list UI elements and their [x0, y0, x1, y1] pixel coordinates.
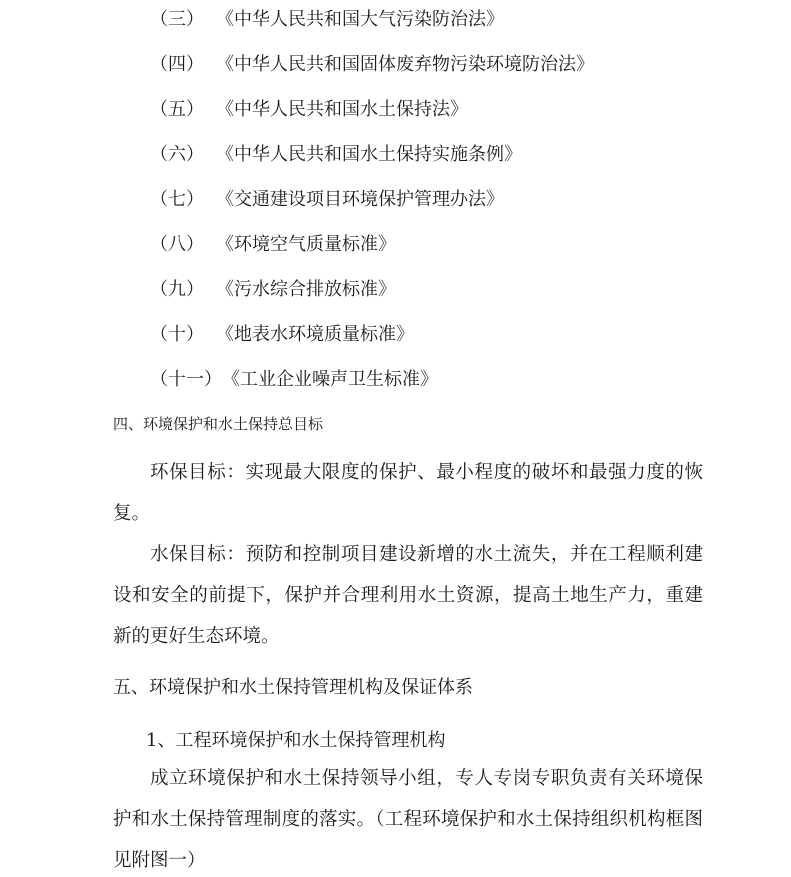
list-item-number: （十一） — [150, 369, 222, 390]
law-list-item — [150, 368, 438, 392]
management-body-paragraph: 成立环境保护和水土保持领导小组，专人专岗专职负责有关环境保护和水土保持管理制度的落实。（工程环境保护和水土保持组织机构框图见附图一） — [113, 768, 703, 871]
list-item-number: （四） — [150, 54, 204, 75]
list-item-title: 《地表水环境质量标准》 — [216, 324, 414, 345]
list-item-title: 《工业企业噪声卫生标准》 — [222, 369, 438, 390]
list-item-number: （七） — [150, 189, 204, 210]
list-item-number: （八） — [150, 234, 204, 255]
list-item-number: （五） — [150, 99, 204, 120]
list-item-title: 《中华人民共和国大气污染防治法》 — [216, 9, 504, 30]
list-item-title: 《中华人民共和国固体废弃物污染环境防治法》 — [216, 54, 594, 75]
env-goal-paragraph: 环保目标：实现最大限度的保护、最小程度的破坏和最强力度的恢复。 — [113, 462, 703, 524]
section-heading-5: 五、环境保护和水土保持管理机构及保证体系 — [113, 677, 473, 698]
law-list-item — [150, 143, 522, 167]
law-list-item — [150, 53, 594, 77]
law-list-item — [150, 323, 414, 347]
list-item-number: （十） — [150, 324, 204, 345]
law-list-item — [150, 233, 396, 257]
law-list-item — [150, 188, 504, 212]
list-item-number: （九） — [150, 279, 204, 300]
list-item-title: 《交通建设项目环境保护管理办法》 — [216, 189, 504, 210]
law-list-item — [150, 8, 504, 32]
list-item-title: 《中华人民共和国水土保持法》 — [216, 99, 468, 120]
law-list-item — [150, 278, 396, 302]
list-item-title: 《中华人民共和国水土保持实施条例》 — [216, 144, 522, 165]
law-list-item — [150, 98, 468, 122]
section-heading-4: 四、环境保护和水土保持总目标 — [113, 415, 324, 433]
subsection-heading-1: 1、工程环境保护和水土保持管理机构 — [146, 730, 446, 751]
water-goal-paragraph: 水保目标：预防和控制项目建设新增的水土流失，并在工程顺利建设和安全的前提下，保护并合理利用水土资源，提高土地生产力，重建新的更好生态环境。 — [113, 544, 703, 647]
list-item-number: （三） — [150, 9, 204, 30]
list-item-title: 《环境空气质量标准》 — [216, 234, 396, 255]
list-item-number: （六） — [150, 144, 204, 165]
list-item-title: 《污水综合排放标准》 — [216, 279, 396, 300]
